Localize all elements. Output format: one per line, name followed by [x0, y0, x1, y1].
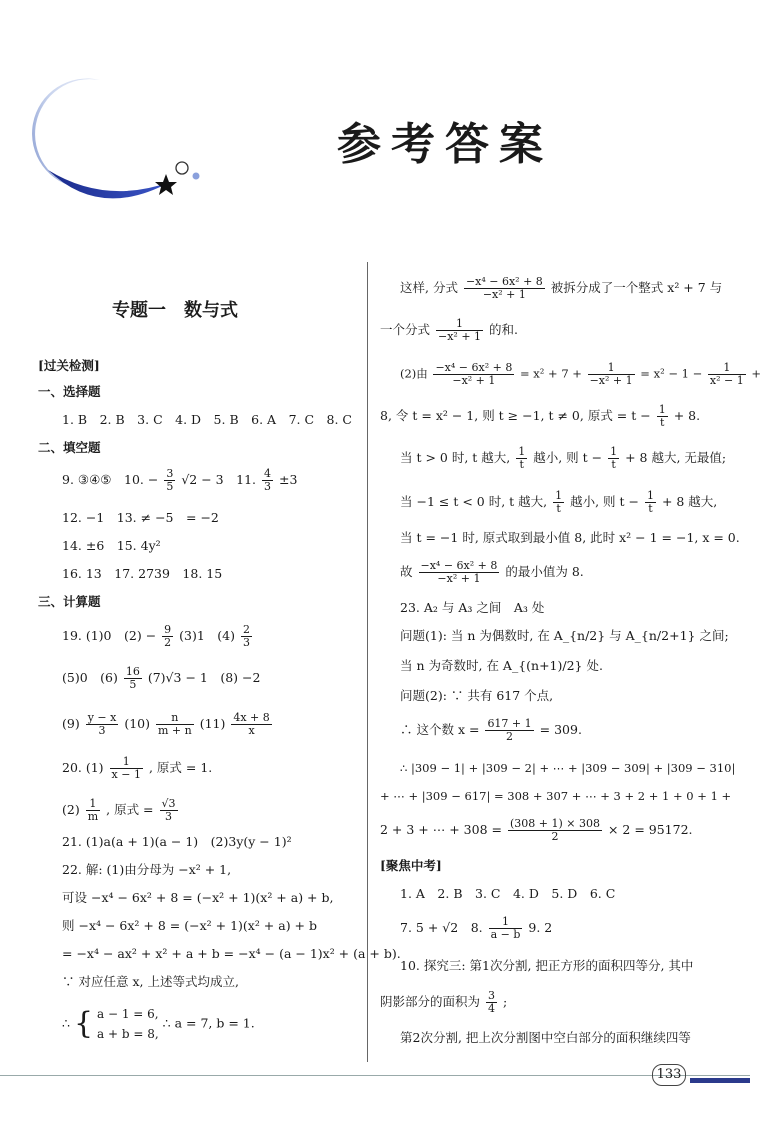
- answer-19c: (9) $\frac{y - x}{3}$ (10) $\frac{n}{m + n}$ (11) $\frac{4x + 8}{x}$: [62, 711, 270, 737]
- r-line-19: 10. 探究三: 第1次分割, 把正方形的面积四等分, 其中: [400, 958, 694, 973]
- answer-22f: ∴ { a − 1 = 6, a + b = 8, ∴ a = 7, b = 1.: [62, 1004, 255, 1044]
- fraction: $\frac{3}{5}$: [166, 467, 174, 493]
- column-divider: [367, 262, 368, 1062]
- answer-12-13: 12. −1 13. ≠ −5 = −2: [62, 510, 219, 525]
- fraction: $\frac{4x + 8}{x}$: [233, 711, 270, 737]
- fraction: $\frac{1}{\text{x² − 1}}$: [709, 361, 744, 387]
- fraction: $\frac{9}{2}$: [164, 623, 172, 649]
- fraction: $\frac{\text{−x⁴ − 6x² + 8}}{\text{−x² + 1}}$: [435, 361, 513, 387]
- fraction: $\frac{√3}{3}$: [161, 797, 176, 823]
- choice-answers: 1. B 2. B 3. C 4. D 5. B 6. A 7. C 8. C: [62, 412, 352, 427]
- answer-21: 21. (1)a(a + 1)(a − 1) (2)3y(y − 1)²: [62, 834, 292, 849]
- section-fill: 二、填空题: [38, 440, 101, 455]
- fraction: $\frac{4}{3}$: [263, 467, 271, 493]
- answer-22e: ∵ 对应任意 x, 上述等式均成立,: [62, 974, 239, 989]
- answer-16-18: 16. 13 17. 2739 18. 15: [62, 566, 223, 581]
- topic-title: 专题一 数与式: [112, 300, 238, 321]
- fraction: $\frac{1}{t}$: [518, 445, 526, 471]
- fraction: $\frac{1}{m}$: [87, 797, 99, 823]
- r-line-20: 阴影部分的面积为 $\frac{3}{4}$ ;: [380, 989, 508, 1015]
- r-line-21: 第2次分割, 把上次分割图中空白部分的面积继续四等: [400, 1030, 691, 1045]
- answer-9-11: 9. ③④⑤ 10. − $\frac{3}{5}$ √2 − 3 11. $\frac{4}{3}$ ±3: [62, 467, 298, 493]
- dot-icon: [193, 173, 200, 180]
- answer-19b: (5)0 (6) $\frac{16}{5}$ (7)√3 − 1 (8) −2: [62, 665, 261, 691]
- fraction: $\frac{16}{5}$: [125, 665, 140, 691]
- fraction: $\frac{1}{t}$: [658, 403, 666, 429]
- fraction: $\frac{1}{t}$: [646, 489, 654, 515]
- fraction: $\frac{n}{m + n}$: [157, 711, 192, 737]
- fraction: $\frac{1}{\text{−x² + 1}}$: [589, 361, 633, 387]
- r-line-5: 当 t > 0 时, t 越大, $\frac{1}{t}$ 越小, 则 t − $\frac{1}{t}$ + 8 越大, 无最值;: [400, 445, 727, 471]
- fraction: $\frac{y - x}{3}$: [87, 711, 117, 737]
- fraction: $\frac{\text{−x⁴ − 6x² + 8}}{\text{−x² + 1}}$: [465, 275, 543, 301]
- fraction: $\frac{617 + 1}{2}$: [487, 717, 532, 743]
- answer-14-15: 14. ±6 15. 4y²: [62, 538, 161, 553]
- fraction: $\frac{3}{4}$: [488, 989, 495, 1015]
- r-line-14: ∴ |309 − 1| + |309 − 2| + ⋯ + |309 − 309| + |309 − 310|: [400, 761, 736, 775]
- left-brace-icon: {: [73, 1006, 94, 1041]
- r-line-6: 当 −1 ≤ t < 0 时, t 越大, $\frac{1}{t}$ 越小, 则 t − $\frac{1}{t}$ + 8 越大,: [400, 489, 718, 515]
- answer-20b: (2) $\frac{1}{m}$ , 原式 = $\frac{√3}{3}$: [62, 797, 176, 823]
- r-line-15: + ⋯ + |309 − 617| = 308 + 307 + ⋯ + 3 + 2 + 1 + 0 + 1 +: [380, 789, 732, 803]
- answer-22b: 可设 −x⁴ − 6x² + 8 = (−x² + 1)(x² + a) + b,: [62, 890, 334, 905]
- fraction: $\frac{1}{t}$: [555, 489, 563, 515]
- answer-20a: 20. (1) $\frac{1}{x - 1}$ , 原式 = 1.: [62, 755, 213, 781]
- fraction: $\frac{2}{3}$: [243, 623, 250, 649]
- r-line-12: 问题(2): ∵ 共有 617 个点,: [400, 688, 554, 703]
- r-line-17: 1. A 2. B 3. C 4. D 5. D 6. C: [400, 886, 616, 901]
- r-line-9: 23. A₂ 与 A₃ 之间 A₃ 处: [400, 600, 545, 615]
- section-calc: 三、计算题: [38, 594, 101, 609]
- r-line-7: 当 t = −1 时, 原式取到最小值 8, 此时 x² − 1 = −1, x = 0.: [400, 530, 740, 545]
- fraction: $\frac{1}{x - 1}$: [111, 755, 141, 781]
- answer-22d: = −x⁴ − ax² + x² + a + b = −x⁴ − (a − 1)x² + (a + b).: [62, 946, 401, 961]
- footer-rule: [0, 1075, 750, 1076]
- r-line-13: ∴ 这个数 x = $\frac{617 + 1}{2}$ = 309.: [400, 717, 582, 743]
- star-icon: [155, 174, 177, 195]
- fraction: $\frac{1}{t}$: [610, 445, 618, 471]
- fraction: $\frac{\text{−x⁴ − 6x² + 8}}{\text{−x² + 1}}$: [420, 559, 498, 585]
- r-line-18: 7. 5 + √2 8. $\frac{1}{a - b}$ 9. 2: [400, 915, 553, 941]
- equation-system: a − 1 = 6, a + b = 8,: [97, 1007, 159, 1041]
- answer-22c: 则 −x⁴ − 6x² + 8 = (−x² + 1)(x² + a) + b: [62, 918, 318, 933]
- answer-19a: 19. (1)0 (2) − $\frac{9}{2}$ (3)1 (4) $\frac{2}{3}$: [62, 623, 250, 649]
- answer-22a: 22. 解: (1)由分母为 −x² + 1,: [62, 862, 232, 877]
- page-title: 参考答案: [337, 119, 553, 170]
- r-line-3: (2)由 $\frac{\text{−x⁴ − 6x² + 8}}{\text{−x² + 1}}$ = x² + 7 + $\frac{1}{\text{−x² + 1}}$ = x² − 1 − $\frac{1}{\text{x² − 1}}$ +: [400, 361, 761, 387]
- page-number: 133: [652, 1064, 686, 1086]
- swoosh-icon: [48, 170, 170, 198]
- fraction: $\frac{1}{a - b}$: [490, 915, 521, 941]
- r-line-11: 当 n 为奇数时, 在 A_{(n+1)/2} 处.: [400, 658, 603, 673]
- r-line-2: 一个分式 $\frac{1}{\text{−x² + 1}}$ 的和.: [380, 317, 519, 343]
- r-line-16: 2 + 3 + ⋯ + 308 = $\frac{(308 + 1) \times 308}{2}$ × 2 = 95172.: [380, 817, 693, 843]
- r-line-4: 8, 令 t = x² − 1, 则 t ≥ −1, t ≠ 0, 原式 = t − $\frac{1}{t}$ + 8.: [380, 403, 701, 429]
- fraction: $\frac{1}{\text{−x² + 1}}$: [438, 317, 482, 343]
- fraction: $\frac{(308 + 1) \times 308}{2}$: [509, 817, 600, 843]
- r-line-8: 故 $\frac{\text{−x⁴ − 6x² + 8}}{\text{−x² + 1}}$ 的最小值为 8.: [400, 559, 584, 585]
- section-check: [过关检测]: [38, 358, 100, 373]
- section-focus: [聚焦中考]: [380, 858, 442, 873]
- r-line-1: 这样, 分式 $\frac{\text{−x⁴ − 6x² + 8}}{\text{−x² + 1}}$ 被拆分成了一个整式 x² + 7 与: [400, 275, 723, 301]
- r-line-10: 问题(1): 当 n 为偶数时, 在 A_{n/2} 与 A_{n/2+1} 之间;: [400, 628, 729, 643]
- footer-accent-bar: [690, 1078, 750, 1083]
- section-choice: 一、选择题: [38, 384, 101, 399]
